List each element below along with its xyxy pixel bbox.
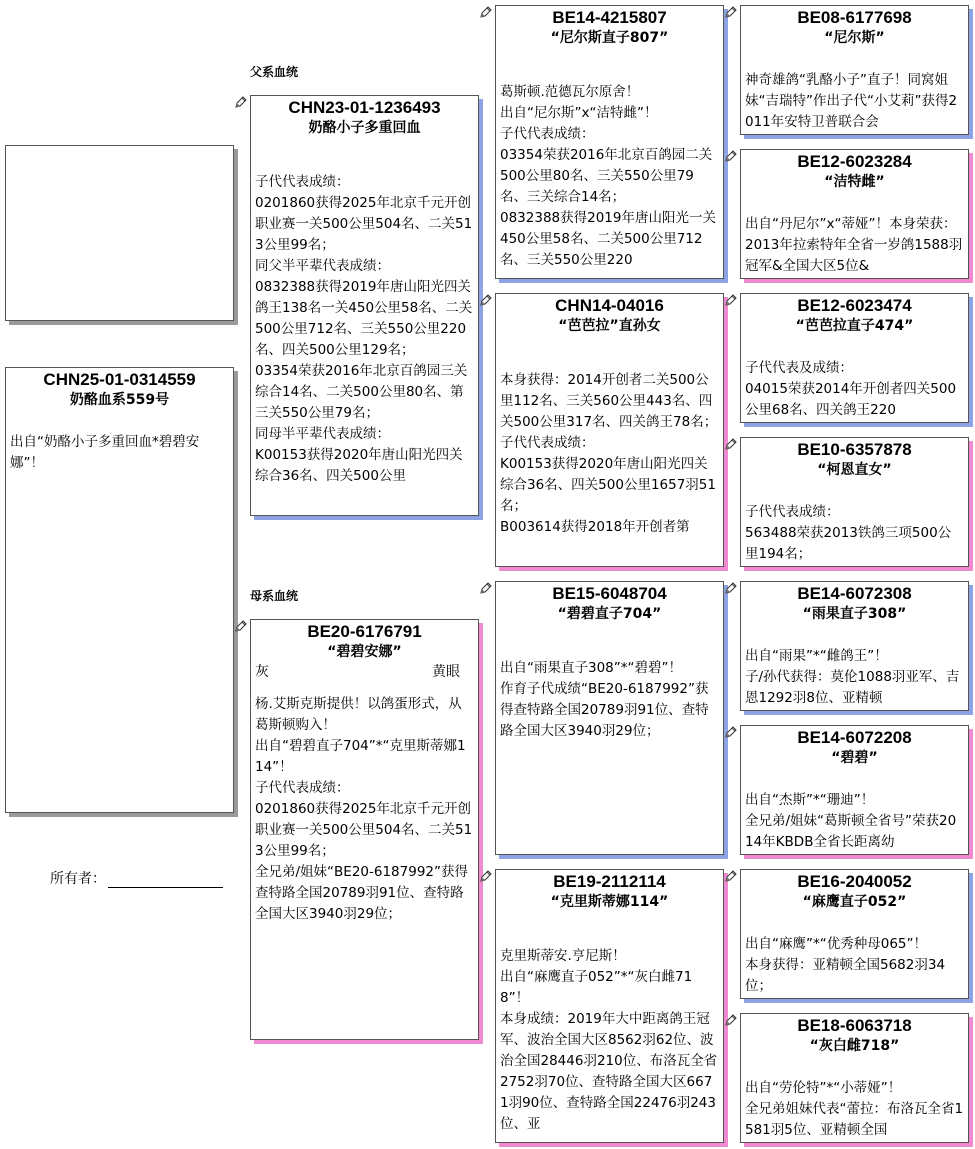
photo-placeholder xyxy=(5,145,234,321)
ssd-text: 出自“丹尼尔”x“蒂娅”！本身荣获：2013年拉索特年全省一岁鸽1588羽冠军&全国大区5位& xyxy=(745,216,963,274)
dd-text: 克里斯蒂安.亨尼斯！ 出自“麻鹰直子052”*“灰白雌718”！ 本身成绩：2019年大中距离鸽王冠军、波治全国大区8562羽62位、波治全国28446羽210位、布洛瓦全省2752羽70位、查特路全国大区6671羽90位、查特路全国22476羽243位、亚 xyxy=(500,948,718,1132)
dsd-name: “碧碧” xyxy=(831,750,878,766)
sd-text: 本身获得：2014开创者二关500公里112名、三关560公里443名、四关500公里317名、四关鸽王78名； 子代代表成绩： K00153获得2020年唐山阳光四关综合36名、四关500公里1657羽51名； B003614获得2018年开创者第 xyxy=(500,372,718,535)
sss-ring: BE08-6177698 xyxy=(797,8,912,27)
ddd-card[interactable] xyxy=(740,1013,969,1143)
sss-text: 神奇雄鸽“乳酪小子”直子！同窝姐妹“吉瑞特”作出子代“小艾莉”获得2011年安特卫普联合会 xyxy=(745,72,958,130)
sd-ring: CHN14-04016 xyxy=(555,296,664,315)
ds-card[interactable] xyxy=(495,581,724,855)
sdd-card[interactable] xyxy=(740,437,969,567)
dss-ring: BE14-6072308 xyxy=(797,584,912,603)
ds-text: 出自“雨果直子308”*“碧碧”！ 作育子代成绩“BE20-6187992”获得查特路全国20789羽91位、查特路全国大区3940羽29位； xyxy=(500,660,709,739)
ssd-edit-icon[interactable] xyxy=(724,149,738,163)
sds-text: 子代代表及成绩： 04015荣获2014年开创者四关500公里68名、四关鸽王220 xyxy=(745,360,957,418)
dd-ring: BE19-2112114 xyxy=(553,872,666,891)
sdd-text: 子代代表成绩： 563488荣获2013铁鸽三项500公里194名； xyxy=(745,504,952,562)
ssd-card[interactable] xyxy=(740,149,969,279)
sd-edit-icon[interactable] xyxy=(479,293,493,307)
sd-card[interactable] xyxy=(495,293,724,567)
owner-blank-line[interactable] xyxy=(108,873,223,888)
dss-card[interactable] xyxy=(740,581,969,711)
dd-card[interactable] xyxy=(495,869,724,1143)
dds-edit-icon[interactable] xyxy=(724,869,738,883)
sdd-edit-icon[interactable] xyxy=(724,437,738,451)
dsd-ring: BE14-6072208 xyxy=(797,728,912,747)
ssd-name: “洁特雌” xyxy=(824,174,885,190)
father-line-label: 父系血统 xyxy=(250,65,299,79)
dd-edit-icon[interactable] xyxy=(479,869,493,883)
sd-name: “芭芭拉”直孙女 xyxy=(558,318,661,334)
sds-name: “芭芭拉直子474” xyxy=(795,318,914,334)
sss-name: “尼尔斯” xyxy=(824,30,885,46)
dsd-card[interactable] xyxy=(740,725,969,855)
sire-name: 奶酪小子多重回血 xyxy=(308,120,421,136)
dds-ring: BE16-2040052 xyxy=(797,872,912,891)
sds-ring: BE12-6023474 xyxy=(797,296,912,315)
sdd-ring: BE10-6357878 xyxy=(797,440,912,459)
dam-color: 灰 xyxy=(255,664,269,680)
mother-line-label: 母系血统 xyxy=(250,589,299,603)
dds-text: 出自“麻鹰”*“优秀种母065”！ 本身获得：亚精顿全国5682羽34位； xyxy=(745,936,946,994)
ss-text: 葛斯顿.范德瓦尔原舍！ 出自“尼尔斯”x“洁特雌”！ 子代代表成绩： 03354荣获2016年北京百鸽园二关500公里80名、三关550公里79名、三关综合14名； 0832388获得2019年唐山阳光一关450公里58名、二关500公里712名、三关550公里220 xyxy=(500,84,716,268)
ddd-name: “灰白雌718” xyxy=(809,1038,900,1054)
ddd-edit-icon[interactable] xyxy=(724,1013,738,1027)
ss-edit-icon[interactable] xyxy=(479,5,493,19)
ss-name: “尼尔斯直子807” xyxy=(550,30,669,46)
sire-text: 子代代表成绩： 0201860获得2025年北京千元开创职业赛一关500公里504名、二关513公里99名； 同父半平辈代表成绩： 0832388获得2019年唐山阳光四关鸽王138名一关450公里58名、二关500公里712名、三关550公里220名、四关500公里129名； 03354荣获2016年北京百鸽园三关综合14名、二关500公里80名、第三关550公里79名； 同母半平辈代表成绩： K00153获得2020年唐山阳光四关综合36名、四关500公里 xyxy=(255,174,473,484)
dam-name: “碧碧安娜” xyxy=(327,644,402,660)
ds-edit-icon[interactable] xyxy=(479,581,493,595)
ddd-ring: BE18-6063718 xyxy=(797,1016,912,1035)
sire-card[interactable] xyxy=(250,95,479,516)
sire-ring: CHN23-01-1236493 xyxy=(288,98,441,117)
sss-card[interactable] xyxy=(740,5,969,135)
dam-color-row xyxy=(251,662,478,682)
dss-text: 出自“雨果”*“雌鸽王”！ 子/孙代获得：莫伦1088羽亚军、吉恩1292羽8位、亚精顿 xyxy=(745,648,960,706)
ss-ring: BE14-4215807 xyxy=(552,8,667,27)
sss-edit-icon[interactable] xyxy=(724,5,738,19)
dam-edit-icon[interactable] xyxy=(234,619,248,633)
subject-ring: CHN25-01-0314559 xyxy=(43,370,196,389)
subject-card[interactable] xyxy=(5,367,234,813)
subject-name: 奶酪血系559号 xyxy=(69,392,170,408)
owner-label: 所有者： xyxy=(50,871,106,887)
dds-card[interactable] xyxy=(740,869,969,999)
ssd-ring: BE12-6023284 xyxy=(797,152,912,171)
ds-ring: BE15-6048704 xyxy=(552,584,667,603)
owner-row xyxy=(50,868,223,888)
dss-name: “雨果直子308” xyxy=(802,606,907,622)
dss-edit-icon[interactable] xyxy=(724,581,738,595)
dds-name: “麻鹰直子052” xyxy=(802,894,907,910)
dam-text: 杨.艾斯克斯提供！以鸽蛋形式，从葛斯顿购入！ 出自“碧碧直子704”*“克里斯蒂娜114”！ 子代代表成绩： 0201860获得2025年北京千元开创职业赛一关500公里504名、二关513公里99名； 全兄弟/姐妹“BE20-6187992”获得查特路全国20789羽91位、查特路全国大区3940羽29位； xyxy=(255,696,473,922)
ds-name: “碧碧直子704” xyxy=(557,606,662,622)
sds-edit-icon[interactable] xyxy=(724,293,738,307)
dam-card[interactable] xyxy=(250,619,479,1040)
sds-card[interactable] xyxy=(740,293,969,423)
sdd-name: “柯恩直女” xyxy=(817,462,892,478)
subject-text: 出自“奶酪小子多重回血*碧碧安娜”！ xyxy=(10,434,200,471)
dsd-text: 出自“杰斯”*“珊迪”！ 全兄弟/姐妹“葛斯顿全省号”荣获2014年KBDB全省长距离幼 xyxy=(745,792,957,850)
ddd-text: 出自“劳伦特”*“小蒂娅”！ 全兄弟姐妹代表“蕾拉：布洛瓦全省1581羽5位、亚精顿全国 xyxy=(745,1080,964,1138)
ss-card[interactable] xyxy=(495,5,724,279)
sire-edit-icon[interactable] xyxy=(234,95,248,109)
dd-name: “克里斯蒂娜114” xyxy=(550,894,669,910)
dam-ring: BE20-6176791 xyxy=(307,622,422,641)
dsd-edit-icon[interactable] xyxy=(724,725,738,739)
dam-eye: 黄眼 xyxy=(432,664,460,680)
